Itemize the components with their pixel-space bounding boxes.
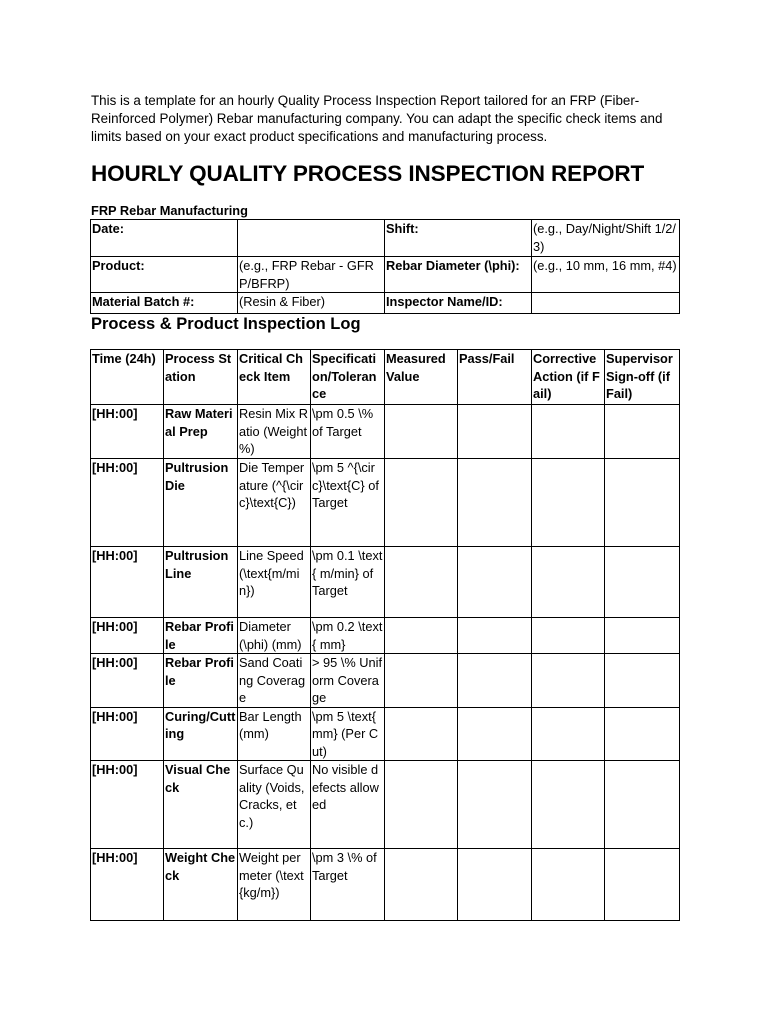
- report-title: HOURLY QUALITY PROCESS INSPECTION REPORT: [91, 161, 645, 186]
- measured-value-cell[interactable]: [385, 761, 458, 849]
- pass-fail-cell[interactable]: [458, 654, 532, 708]
- table-row: [91, 707, 680, 761]
- supervisor-signoff-cell[interactable]: [605, 547, 680, 618]
- inspection-log-table: [90, 349, 680, 921]
- date-label: Date:: [91, 220, 238, 257]
- header-row-batch-inspector: [91, 293, 680, 314]
- report-subheading: FRP Rebar Manufacturing: [91, 203, 248, 218]
- check-item-cell: Surface Quality (Voids, Cracks, etc.): [238, 761, 311, 849]
- product-value[interactable]: (e.g., FRP Rebar - GFRP/BFRP): [238, 257, 385, 293]
- pass-fail-cell[interactable]: [458, 547, 532, 618]
- rebar-diameter-value[interactable]: (e.g., 10 mm, 16 mm, #4): [532, 257, 680, 293]
- station-cell: Raw Material Prep: [164, 405, 238, 459]
- spec-cell: > 95 \% Uniform Coverage: [311, 654, 385, 708]
- product-label: Product:: [91, 257, 238, 293]
- time-cell: [HH:00]: [91, 618, 164, 654]
- report-header-table: [90, 219, 680, 314]
- spec-cell: \pm 0.5 \% of Target: [311, 405, 385, 459]
- inspector-value[interactable]: [532, 293, 680, 314]
- check-item-cell: Line Speed (\text{m/min}): [238, 547, 311, 618]
- measured-value-cell[interactable]: [385, 618, 458, 654]
- measured-value-cell[interactable]: [385, 654, 458, 708]
- time-cell: [HH:00]: [91, 761, 164, 849]
- material-batch-value[interactable]: (Resin & Fiber): [238, 293, 385, 314]
- table-row: [91, 459, 680, 547]
- station-cell: Pultrusion Line: [164, 547, 238, 618]
- station-cell: Visual Check: [164, 761, 238, 849]
- pass-fail-cell[interactable]: [458, 761, 532, 849]
- intro-paragraph: This is a template for an hourly Quality Process Inspection Report tailored for an FRP (Fiber-Reinforced Polymer) Rebar manufacturing company. You can adapt the specific check items and limits based on your exact product specifications and manufacturing process.: [91, 93, 663, 144]
- station-cell: Rebar Profile: [164, 654, 238, 708]
- measured-value-cell[interactable]: [385, 459, 458, 547]
- measured-value-cell[interactable]: [385, 405, 458, 459]
- spec-cell: No visible defects allowed: [311, 761, 385, 849]
- supervisor-signoff-cell[interactable]: [605, 761, 680, 849]
- shift-value[interactable]: (e.g., Day/Night/Shift 1/2/3): [532, 220, 680, 257]
- col-station: Process Station: [164, 350, 238, 405]
- inspector-label: Inspector Name/ID:: [385, 293, 532, 314]
- spec-cell: \pm 0.1 \text{ m/min} of Target: [311, 547, 385, 618]
- corrective-action-cell[interactable]: [532, 547, 605, 618]
- supervisor-signoff-cell[interactable]: [605, 849, 680, 921]
- table-row: [91, 405, 680, 459]
- pass-fail-cell[interactable]: [458, 849, 532, 921]
- corrective-action-cell[interactable]: [532, 707, 605, 761]
- measured-value-cell[interactable]: [385, 547, 458, 618]
- log-section-title: Process & Product Inspection Log: [91, 315, 361, 333]
- spec-cell: \pm 3 \% of Target: [311, 849, 385, 921]
- supervisor-signoff-cell[interactable]: [605, 459, 680, 547]
- check-item-cell: Resin Mix Ratio (Weight %): [238, 405, 311, 459]
- pass-fail-cell[interactable]: [458, 459, 532, 547]
- supervisor-signoff-cell[interactable]: [605, 707, 680, 761]
- table-row: [91, 654, 680, 708]
- check-item-cell: Weight per meter (\text{kg/m}): [238, 849, 311, 921]
- supervisor-signoff-cell[interactable]: [605, 405, 680, 459]
- pass-fail-cell[interactable]: [458, 618, 532, 654]
- check-item-cell: Sand Coating Coverage: [238, 654, 311, 708]
- table-row: [91, 761, 680, 849]
- supervisor-signoff-cell[interactable]: [605, 618, 680, 654]
- col-check-item: Critical Check Item: [238, 350, 311, 405]
- spec-cell: \pm 5 ^{\circ}\text{C} of Target: [311, 459, 385, 547]
- table-row: [91, 618, 680, 654]
- measured-value-cell[interactable]: [385, 707, 458, 761]
- material-batch-label: Material Batch #:: [91, 293, 238, 314]
- spec-cell: \pm 0.2 \text{ mm}: [311, 618, 385, 654]
- time-cell: [HH:00]: [91, 707, 164, 761]
- supervisor-signoff-cell[interactable]: [605, 654, 680, 708]
- table-row: [91, 849, 680, 921]
- corrective-action-cell[interactable]: [532, 849, 605, 921]
- time-cell: [HH:00]: [91, 849, 164, 921]
- time-cell: [HH:00]: [91, 459, 164, 547]
- date-value[interactable]: [238, 220, 385, 257]
- rebar-diameter-label: Rebar Diameter (\phi):: [385, 257, 532, 293]
- spec-cell: \pm 5 \text{ mm} (Per Cut): [311, 707, 385, 761]
- shift-label: Shift:: [385, 220, 532, 257]
- corrective-action-cell[interactable]: [532, 654, 605, 708]
- col-corrective-action: Corrective Action (if Fail): [532, 350, 605, 405]
- station-cell: Weight Check: [164, 849, 238, 921]
- check-item-cell: Die Temperature (^{\circ}\text{C}): [238, 459, 311, 547]
- check-item-cell: Bar Length (mm): [238, 707, 311, 761]
- col-supervisor-signoff: Supervisor Sign-off (if Fail): [605, 350, 680, 405]
- col-pass-fail: Pass/Fail: [458, 350, 532, 405]
- pass-fail-cell[interactable]: [458, 707, 532, 761]
- corrective-action-cell[interactable]: [532, 618, 605, 654]
- station-cell: Rebar Profile: [164, 618, 238, 654]
- time-cell: [HH:00]: [91, 405, 164, 459]
- header-row-date-shift: [91, 220, 680, 257]
- log-header-row: [91, 350, 680, 405]
- pass-fail-cell[interactable]: [458, 405, 532, 459]
- col-specification: Specification/Tolerance: [311, 350, 385, 405]
- corrective-action-cell[interactable]: [532, 761, 605, 849]
- corrective-action-cell[interactable]: [532, 459, 605, 547]
- col-time: Time (24h): [91, 350, 164, 405]
- station-cell: Curing/Cutting: [164, 707, 238, 761]
- time-cell: [HH:00]: [91, 547, 164, 618]
- station-cell: Pultrusion Die: [164, 459, 238, 547]
- corrective-action-cell[interactable]: [532, 405, 605, 459]
- table-row: [91, 547, 680, 618]
- check-item-cell: Diameter (\phi) (mm): [238, 618, 311, 654]
- col-measured-value: Measured Value: [385, 350, 458, 405]
- measured-value-cell[interactable]: [385, 849, 458, 921]
- time-cell: [HH:00]: [91, 654, 164, 708]
- header-row-product-diameter: [91, 257, 680, 293]
